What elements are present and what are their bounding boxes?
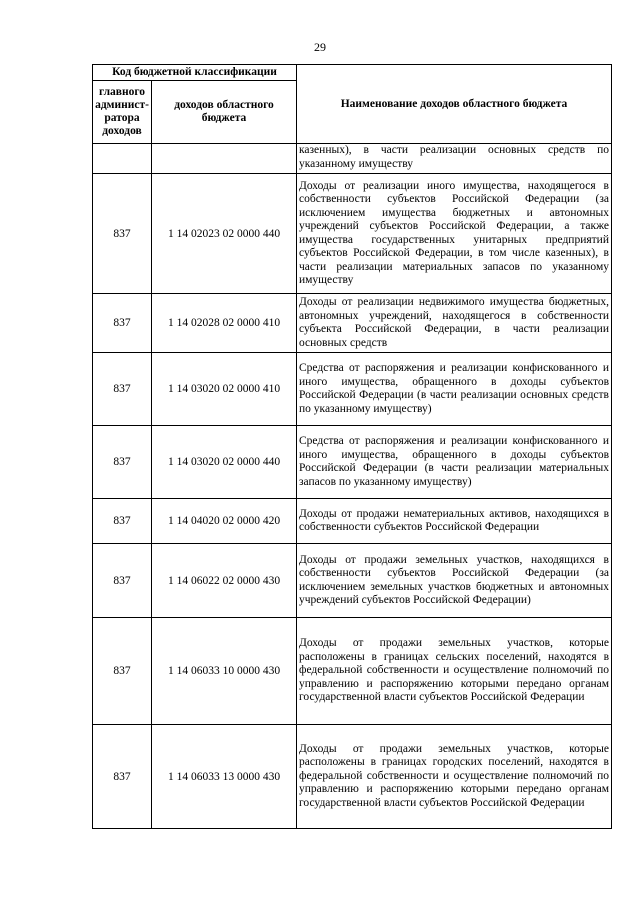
- code-cell: [152, 144, 297, 174]
- table-row: [93, 544, 612, 618]
- admin-cell: 837: [93, 499, 152, 544]
- admin-cell: [93, 144, 152, 174]
- code-cell: 1 14 02028 02 0000 410: [152, 294, 297, 353]
- continuation-row: [93, 144, 612, 174]
- code-cell: 1 14 02023 02 0000 440: [152, 174, 297, 294]
- table-row: [93, 725, 612, 829]
- admin-cell: 837: [93, 294, 152, 353]
- code-cell: 1 14 04020 02 0000 420: [152, 499, 297, 544]
- admin-cell: 837: [93, 725, 152, 829]
- income-name-header: Наименование доходов областного бюджета: [297, 65, 612, 144]
- name-cell: Доходы от продажи земельных участков, которые расположены в границах городских поселений, находятся в федеральной собственности и осуществление полномочий по управлению и распоряжению которыми передано органам государственной власти субъектов Российской Федерации: [297, 725, 612, 829]
- admin-cell: 837: [93, 174, 152, 294]
- name-cell: Средства от распоряжения и реализации конфискованного и иного имущества, обращенного в доходы субъектов Российской Федерации (в части реализации материальных запасов по указанному имуществу): [297, 426, 612, 499]
- page-number: 29: [314, 40, 326, 54]
- budget-classification-table: [92, 64, 612, 829]
- name-cell: Доходы от реализации иного имущества, находящегося в собственности субъектов Российской Федерации (за исключением имущества бюджетных и автономных учреждений субъектов Российской Федерации, а также имущества государственных унитарных предприятий субъектов Российской Федерации, в том числе казенных), в части реализации материальных запасов по указанному имуществу: [297, 174, 612, 294]
- classification-code-header: Код бюджетной классификации: [93, 65, 297, 81]
- table-row: [93, 174, 612, 294]
- admin-cell: 837: [93, 544, 152, 618]
- code-cell: 1 14 03020 02 0000 410: [152, 353, 297, 426]
- name-cell: Доходы от продажи нематериальных активов, находящихся в собственности субъектов Российской Федерации: [297, 499, 612, 544]
- code-cell: 1 14 06033 10 0000 430: [152, 618, 297, 725]
- table-row: [93, 618, 612, 725]
- continuation-text: казенных), в части реализации основных средств по указанному имуществу: [297, 144, 612, 174]
- admin-code-header: главного админист-ратора доходов: [93, 81, 152, 144]
- code-cell: 1 14 06022 02 0000 430: [152, 544, 297, 618]
- income-code-header: доходов областного бюджета: [152, 81, 297, 144]
- admin-cell: 837: [93, 618, 152, 725]
- admin-cell: 837: [93, 353, 152, 426]
- table-row: [93, 294, 612, 353]
- name-cell: Доходы от продажи земельных участков, находящихся в собственности субъектов Российской Федерации (за исключением земельных участков бюджетных и автономных учреждений субъектов Российской Федерации): [297, 544, 612, 618]
- table-row: [93, 426, 612, 499]
- table-row: [93, 499, 612, 544]
- table-row: [93, 353, 612, 426]
- code-cell: 1 14 06033 13 0000 430: [152, 725, 297, 829]
- admin-cell: 837: [93, 426, 152, 499]
- name-cell: Доходы от продажи земельных участков, которые расположены в границах сельских поселений, находятся в федеральной собственности и осуществление полномочий по управлению и распоряжению которыми передано органам государственной власти субъектов Российской Федерации: [297, 618, 612, 725]
- name-cell: Доходы от реализации недвижимого имущества бюджетных, автономных учреждений, находящегося в собственности субъекта Российской Федерации, в части реализации основных средств: [297, 294, 612, 353]
- code-cell: 1 14 03020 02 0000 440: [152, 426, 297, 499]
- name-cell: Средства от распоряжения и реализации конфискованного и иного имущества, обращенного в доходы субъектов Российской Федерации (в части реализации основных средств по указанному имуществу): [297, 353, 612, 426]
